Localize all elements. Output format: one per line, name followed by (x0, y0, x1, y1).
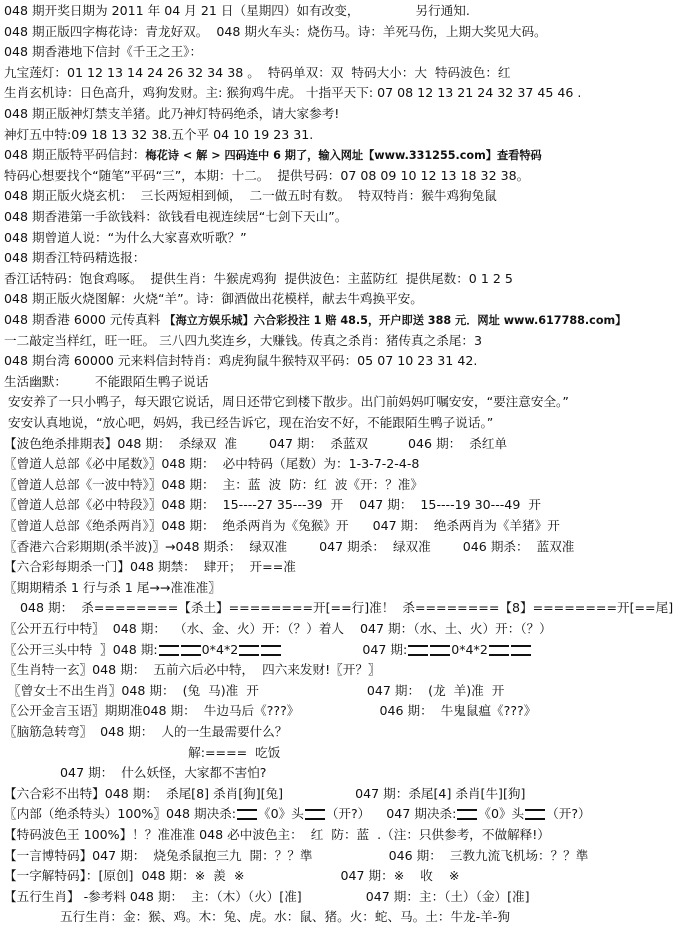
text-line (4, 414, 493, 433)
line-text: 【波色绝杀排期表】048 期： 杀绿双 准 047 期： 杀蓝双 046 期： 杀红单 (4, 435, 508, 451)
line-text: 〖曾道人总部《一波中特》〗048 期： 主：蓝 波 防：红 波《开：？准》 (4, 476, 423, 492)
text-line (4, 435, 507, 454)
triple-bar-symbol (408, 645, 428, 656)
text-line (4, 64, 511, 83)
text-line (4, 888, 530, 907)
triple-bar-symbol (239, 645, 259, 656)
text-line (4, 599, 673, 618)
text-line (4, 785, 525, 804)
text-line (4, 43, 202, 62)
triple-bar-symbol (489, 645, 509, 656)
line-text: 048 期香港 6000 元传真料 (4, 312, 165, 327)
line-text: 生肖玄机诗：日色高升，鸡狗发财。主: 猴狗鸡牛虎。 十指平天下: 07 08 12 13 21 24 32 37 45 46 . (4, 85, 582, 101)
text-line (4, 661, 381, 680)
text-line (4, 620, 552, 639)
text-line (4, 558, 296, 577)
line-text: 048 期正版火烧玄机： 三长两短相到倾， 二一做五时有数。 特双特肖：猴牛鸡狗兔鼠 (4, 188, 497, 204)
text-line (4, 373, 208, 392)
line-text: 048 期台湾 60000 元来料信封特肖：鸡虎狗鼠牛猴特双平码：05 07 10 23 31 42. (4, 353, 478, 369)
text-line (4, 538, 574, 557)
bars3-text: 《0》头 (258, 806, 304, 822)
text-line (4, 641, 532, 660)
text-line (4, 146, 542, 165)
text-line (4, 187, 497, 206)
triple-bar-symbol (159, 645, 179, 656)
text-line (4, 476, 423, 495)
tail2-text: （开?） (546, 806, 591, 822)
text-line (4, 744, 280, 763)
ad-text: 【海立方娱乐城】六合彩投注 1 赔 48.5，开户即送 388 元．网址 www.617788.com】 (164, 314, 627, 327)
line-text: 【一言博特码】047 期： 烧兔杀鼠抱三九 開：？？準 046 期： 三教九流飞机场：？？準 (4, 847, 589, 863)
triple-bar-symbol (261, 645, 281, 656)
line-text: 生活幽默： 不能跟陌生鸭子说话 (4, 373, 209, 389)
text-line (4, 229, 247, 248)
line-text: 〖期期精杀 1 行与杀 1 尾→→准准准〗 (4, 579, 221, 595)
line-text: 048 期香江特码精选报： (4, 250, 146, 266)
triple-bar-symbol (181, 645, 201, 656)
text-line (4, 311, 626, 330)
triple-bar-symbol (457, 809, 477, 820)
text-line (4, 826, 550, 845)
line-text: 〖内部（绝杀特头）100%〗048 期决杀: (4, 806, 237, 822)
line-text: 〖曾道人总部《绝杀两肖》〗048 期： 绝杀两肖为《兔猴》开 047 期： 绝杀两肖为《羊猪》开 (4, 518, 560, 533)
line-text: 〖公开五行中特〗 048 期： （水、金、火）开：（？）着人 047 期：（水、土、火）开：（？） (4, 621, 552, 636)
text-line (4, 290, 423, 309)
text-line (4, 167, 529, 186)
text-line (4, 2, 470, 21)
line-text: 048 期开奖日期为 2011 年 04 月 21 日（星期四）如有改变， 另行通知. (4, 3, 470, 18)
line-text: 〖曾道人总部《必中尾数》〗048 期： 必中特码（尾数）为：1-3-7-2-4-8 (4, 456, 420, 472)
text-line (4, 208, 347, 227)
line-text: 〖香港六合彩期期(杀半波)〗→048 期杀： 绿双准 047 期杀： 绿双准 046 期杀： 蓝双准 (4, 538, 575, 554)
text-line (4, 126, 313, 145)
line-text: 〖生肖特一玄〗048 期： 五前六后必中特， 四六来发财!〖开？〗 (4, 662, 381, 678)
text-line (4, 723, 287, 742)
text-line (4, 764, 267, 783)
text-line (4, 847, 588, 866)
line-text: 048 期曾道人说：“为什么大家喜欢听歌？” (4, 229, 247, 245)
line-text: 【特码波色王 100%】！？准准准 048 必中波色主： 红 防：蓝 .（注：只供参考，不做解释!） (4, 827, 550, 842)
text-line (4, 332, 482, 351)
line-text: 神灯五中特:09 18 13 32 38.五个平 04 10 19 23 31. (4, 126, 314, 142)
line-text: 〖公开三头中特 〗048 期: (4, 641, 158, 657)
line-text: 解:==== 吃饭 (4, 744, 281, 760)
line-text: 〖脑筋急转弯〗 048 期： 人的一生最需要什么？ (4, 724, 288, 739)
text-line (4, 579, 221, 598)
line-text: 五行生肖：金：猴、鸡。木：兔、虎。水：鼠、猪。火：蛇、马。土：牛龙-羊-狗 (4, 909, 510, 925)
line-text: 【五行生肖】 -参考料 048 期： 主：（木）（火）[准] 047 期：主：（土）（金）[准] (4, 888, 530, 904)
mid-text: 047 期: (282, 641, 408, 657)
line-text: 048 期正版特平码信封： (4, 147, 146, 163)
bars1-text: 0*4*2 (201, 641, 239, 657)
ad-text: 梅花诗 < 解 > 四码连中 6 期了，输入网址【www.331255.com】查看特码 (145, 149, 542, 163)
tail-text: （开?） 047 期决杀: (325, 806, 457, 822)
bars2-text: 0*4*2 (451, 641, 488, 657)
bars4-text: 《0》头 (478, 806, 525, 822)
triple-bar-symbol (237, 809, 257, 820)
line-text: 特码心想要找个“随笔”平码“三”，本期：十二。 提供号码：07 08 09 10 12 13 18 32 38。 (4, 167, 530, 183)
line-text: 〖曾女士不出生肖〗048 期： (兔 马)准 开 047 期： (龙 羊)准 开 (4, 682, 505, 698)
line-text: 〖公开金言玉语〗期期准048 期： 牛边马后《???》 046 期： 牛鬼鼠瘟《???》 (4, 703, 537, 719)
line-text: 048 期香港地下信封《千王之王》： (4, 44, 203, 60)
triple-bar-symbol (305, 809, 325, 820)
line-text: 048 期正版火烧图解：火烧“羊”。诗：御酒做出花模样，献去牛鸡换平安。 (4, 291, 423, 307)
text-line (4, 702, 536, 721)
triple-bar-symbol (511, 645, 531, 656)
text-line (4, 455, 419, 474)
text-line (4, 393, 569, 412)
text-line (4, 867, 459, 886)
text-line (4, 23, 547, 42)
line-text: 048 期正版神灯禁支羊猪。此乃神灯特码绝杀，请大家参考! (4, 106, 340, 121)
line-text: 【六合彩不出特】048 期： 杀尾[8] 杀肖[狗][兔] 047 期：杀尾[4] 杀肖[牛][狗] (4, 785, 526, 801)
line-text: 〖曾道人总部《必中特段》〗048 期： 15----27 35---39 开 047 期： 15----19 30---49 开 (4, 497, 541, 513)
triple-bar-symbol (525, 809, 545, 820)
line-text: 安安养了一只小鸭子，每天跟它说话，周日还带它到楼下散步。出门前妈妈叮嘱安安，“要注意安全。” (4, 394, 569, 410)
text-line (4, 517, 560, 536)
text-line (4, 352, 477, 371)
line-text: 【六合彩每期杀一门】048 期禁： 肆开； 开==准 (4, 559, 296, 575)
text-line (4, 496, 541, 515)
triple-bar-symbol (430, 645, 450, 656)
text-line (4, 270, 513, 289)
text-line (4, 84, 581, 103)
text-line (4, 908, 510, 927)
line-text: 047 期： 什么妖怪，大家都不害怕? (4, 765, 267, 781)
line-text: 九宝莲灯：01 12 13 14 24 26 32 34 38 。 特码单双：双 特码大小：大 特码波色：红 (4, 64, 511, 80)
text-line (4, 105, 339, 124)
line-text: 048 期正版四字梅花诗：青龙好双。 048 期火车头：烧伤马。诗：羊死马伤，上期大奖见大码。 (4, 23, 547, 39)
text-line (4, 805, 591, 824)
line-text: 048 期香港第一手欲钱料：欲钱看电视连续居“七剑下天山”。 (4, 209, 348, 224)
line-text: 香江话特码：饱食鸡啄。 提供生肖：牛猴虎鸡狗 提供波色：主蓝防红 提供尾数：0 1 2 5 (4, 270, 513, 286)
text-line (4, 249, 145, 268)
line-text: 048 期： 杀========【杀土】========开[==行]准！ 杀========【8】========开[==尾] (4, 600, 674, 616)
line-text: 一二敲定当样红，旺一旺。 三八四九奖连乡，大赚钱。传真之杀肖：猪传真之杀尾：3 (4, 332, 482, 348)
text-line (4, 682, 504, 701)
line-text: 安安认真地说，“放心吧，妈妈，我已经告诉它，现在治安不好，不能跟陌生鸭子说话。” (4, 415, 494, 430)
line-text: 【一字解特码】：[原创] 048 期：※ 羨 ※ 047 期：※ 收 ※ (4, 868, 460, 884)
